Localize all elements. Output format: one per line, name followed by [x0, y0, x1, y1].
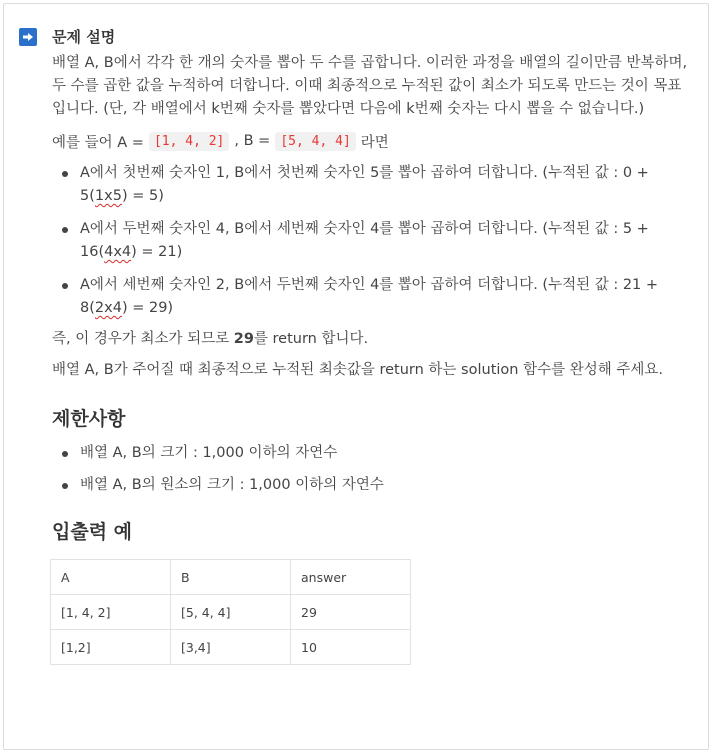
io-table	[50, 559, 411, 665]
bullet-dot	[62, 227, 68, 233]
bullet-dot	[62, 283, 68, 289]
bullet-dot	[62, 483, 68, 489]
bullet-dot	[62, 451, 68, 457]
step-item: A에서 두번째 숫자인 4, B에서 세번째 숫자인 4를 뽑아 곱하여 더합니다. (누적된 값 : 5 + 16(4x4) = 21)	[52, 218, 694, 264]
table-cell: [1,2]	[51, 630, 171, 665]
intro-paragraph: 배열 A, B에서 각각 한 개의 숫자를 뽑아 두 수를 곱합니다. 이러한 과정을 배열의 길이만큼 반복하며, 두 수를 곱한 값을 누적하여 더합니다. 이때 최종적으로 누적된 값이 최소가 되도록 만드는 것이 목표입니다. (단, 각 배열에서 k번째 숫자를 뽑았다면 다음에 k번째 숫자는 다시 뽑을 수 없습니다.)	[52, 55, 688, 117]
example-array-a: [1, 4, 2]	[149, 132, 229, 151]
problem-card	[3, 3, 709, 750]
limit-item: 배열 A, B의 원소의 크기 : 1,000 이하의 자연수	[52, 474, 694, 497]
section-header	[19, 26, 115, 47]
spellcheck-mark: 4x4	[104, 244, 132, 260]
spellcheck-mark: 2x4	[94, 300, 122, 316]
section-title: 문제 설명	[52, 28, 116, 46]
step-item: A에서 세번째 숫자인 2, B에서 두번째 숫자인 4를 뽑아 곱하여 더합니다. (누적된 값 : 21 + 8(2x4) = 29)	[52, 274, 694, 320]
arrow-right-square-icon	[19, 28, 37, 46]
example-array-b: [5, 4, 4]	[275, 132, 355, 151]
example-prefix: 예를 들어 A =	[52, 134, 144, 151]
table-cell: 10	[291, 630, 411, 665]
example-suffix: 라면	[360, 134, 389, 151]
table-header-cell: B	[171, 560, 291, 595]
step-item: A에서 첫번째 숫자인 1, B에서 첫번째 숫자인 5를 뽑아 곱하여 더합니다. (누적된 값 : 0 + 5(1x5) = 5)	[52, 162, 694, 208]
task-paragraph: 배열 A, B가 주어질 때 최종적으로 누적된 최솟값을 return 하는 solution 함수를 완성해 주세요.	[52, 362, 663, 378]
table-header-cell: A	[51, 560, 171, 595]
table-cell: 29	[291, 595, 411, 630]
example-mid: , B =	[234, 133, 271, 149]
table-row	[51, 630, 411, 665]
table-header-cell: answer	[291, 560, 411, 595]
problem-content	[52, 52, 694, 665]
example-line	[52, 129, 694, 153]
limit-item: 배열 A, B의 크기 : 1,000 이하의 자연수	[52, 442, 694, 465]
spellcheck-mark: 1x5	[94, 188, 122, 204]
table-header-row	[51, 560, 411, 595]
table-cell: [5, 4, 4]	[171, 595, 291, 630]
limits-title: 제한사항	[52, 408, 126, 430]
table-cell: [3,4]	[171, 630, 291, 665]
bullet-dot	[62, 171, 68, 177]
table-cell: [1, 4, 2]	[51, 595, 171, 630]
steps-list	[52, 162, 694, 320]
limits-list	[52, 442, 694, 497]
answer-value: 29	[233, 331, 254, 347]
io-title: 입출력 예	[52, 521, 133, 543]
conclusion-paragraph: 즉, 이 경우가 최소가 되므로 29를 return 합니다.	[52, 331, 369, 347]
table-row	[51, 595, 411, 630]
